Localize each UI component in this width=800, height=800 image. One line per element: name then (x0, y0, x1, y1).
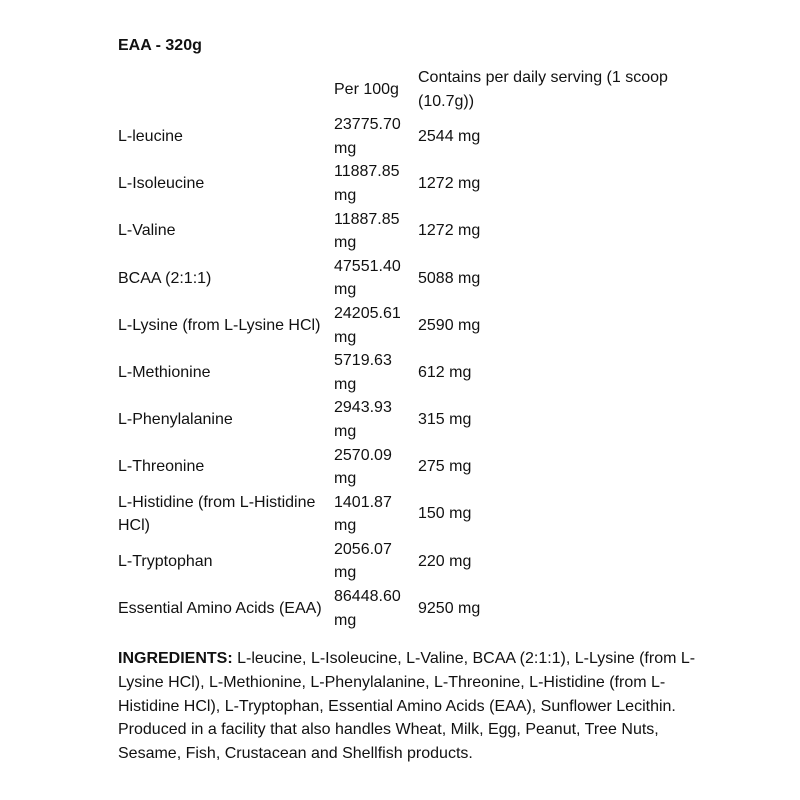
table-row (116, 491, 710, 538)
table-header-row (116, 66, 710, 113)
row-per-serving: 275 mg (418, 458, 472, 476)
row-per-serving: 1272 mg (418, 222, 481, 240)
row-name: L-Lysine (from L-Lysine HCl) (118, 316, 321, 334)
ingredients-label: INGREDIENTS: (118, 650, 233, 667)
row-per-serving: 1272 mg (418, 175, 481, 193)
product-title: EAA - 320g (118, 37, 202, 54)
row-name: L-leucine (118, 127, 183, 145)
row-per-serving: 2590 mg (418, 316, 481, 334)
row-per-100g: 2943.93 mg (334, 399, 392, 440)
row-per-serving: 2544 mg (418, 127, 481, 145)
row-name: L-Valine (118, 222, 176, 240)
row-per-100g: 11887.85 mg (334, 163, 400, 204)
row-per-100g: 86448.60 mg (334, 588, 401, 629)
row-name: L-Phenylalanine (118, 411, 233, 429)
header-cell-per-serving: Contains per daily serving (1 scoop (10.7g)) (418, 69, 668, 110)
amino-acid-table (116, 66, 710, 632)
row-per-serving: 9250 mg (418, 599, 481, 617)
row-per-serving: 5088 mg (418, 269, 481, 287)
table-row (116, 396, 710, 443)
row-name: Essential Amino Acids (EAA) (118, 599, 322, 617)
table-row (116, 208, 710, 255)
table-row (116, 302, 710, 349)
row-per-100g: 1401.87 mg (334, 493, 392, 535)
table-row (116, 255, 710, 302)
row-per-100g: 24205.61 mg (334, 304, 401, 346)
row-name: L-Isoleucine (118, 175, 205, 193)
row-per-serving: 612 mg (418, 363, 472, 381)
row-name: L-Tryptophan (118, 552, 213, 570)
row-per-100g: 2570.09 mg (334, 446, 392, 488)
table-row (116, 585, 710, 632)
row-name: L-Threonine (118, 458, 205, 476)
row-per-serving: 150 mg (418, 505, 472, 523)
header-cell-name (116, 66, 332, 113)
ingredients-paragraph (118, 647, 708, 766)
row-per-100g: 47551.40 mg (334, 257, 401, 299)
table-row (116, 538, 710, 585)
header-cell-per-100g: Per 100g (334, 80, 399, 98)
row-per-100g: 11887.85 mg (334, 210, 400, 252)
row-name: L-Histidine (from L-Histidine HCl) (118, 493, 316, 535)
row-per-100g: 5719.63 mg (334, 352, 392, 393)
table-row (116, 160, 710, 207)
row-name: BCAA (2:1:1) (118, 269, 212, 287)
ingredients-text: L-leucine, L-Isoleucine, L-Valine, BCAA (2:1:1), L-Lysine (from L-Lysine HCl), L-Methionine, L-Phenylalanine, L-Threonine, L-Histidine (from L-Histidine HCl), L-Tryptophan, Essential Amino Acids (EAA), Sunflower Lecithin. Produced in a facility that also handles Wheat, Milk, Egg, Peanut, Tree Nuts, Sesame, Fish, Crustacean and Shellfish products. (118, 650, 696, 763)
row-per-serving: 220 mg (418, 552, 472, 570)
table-row (116, 444, 710, 491)
row-name: L-Methionine (118, 363, 211, 381)
row-per-100g: 2056.07 mg (334, 540, 392, 582)
table-row (116, 349, 710, 396)
table-row (116, 113, 710, 160)
row-per-serving: 315 mg (418, 411, 472, 429)
row-per-100g: 23775.70 mg (334, 116, 401, 157)
